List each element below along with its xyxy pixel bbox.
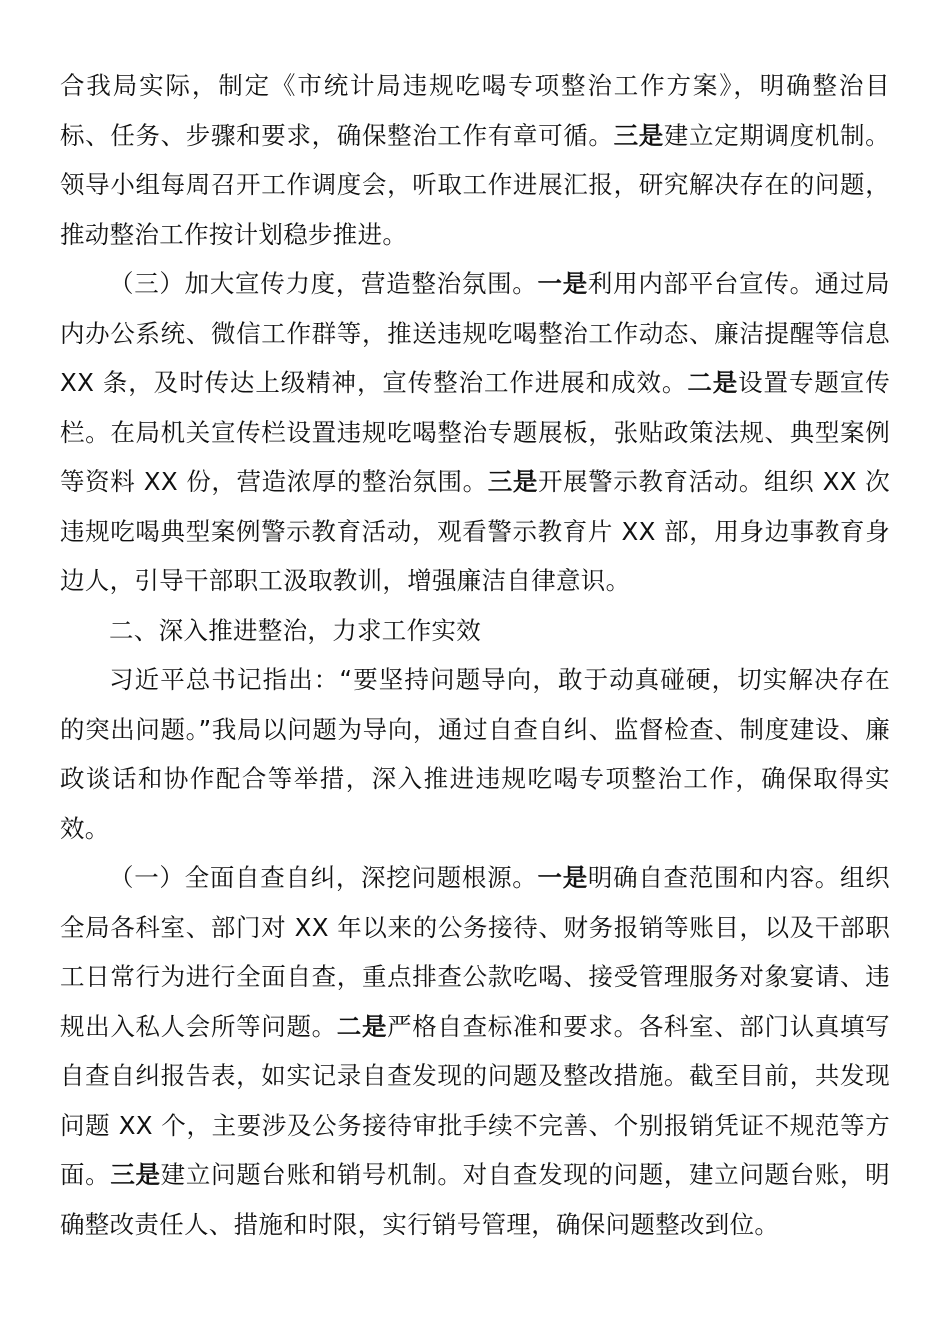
emphasis-lead: 二是 bbox=[687, 368, 739, 397]
paragraph-quote bbox=[60, 655, 890, 853]
paragraph-text: 严格自查标准和要求。各科室、部门认真填写自查自纠报告表，如实记录自查发现的问题及整改措施。截至目前，共发现问题 XX 个，主要涉及公务接待审批手续不完善、个别报销凭证不规范等方面。 bbox=[60, 1011, 890, 1189]
paragraph-publicity bbox=[60, 259, 890, 606]
emphasis-lead: 三是 bbox=[110, 1160, 161, 1189]
paragraph-text: 设置专题宣传栏。在局机关宣传栏设置违规吃喝整治专题展板，张贴政策法规、典型案例等资料 XX 份，营造浓厚的整治氛围。 bbox=[60, 368, 890, 496]
emphasis-lead: 三是 bbox=[613, 120, 664, 150]
paragraph-self-inspection bbox=[60, 853, 890, 1249]
paragraph-text: 合我局实际，制定《市统计局违规吃喝专项整治工作方案》，明确整治目标、任务、步骤和要求，确保整治工作有章可循。 bbox=[60, 71, 890, 150]
chapter-heading bbox=[60, 606, 890, 656]
paragraph-work-plan bbox=[60, 61, 890, 259]
paragraph-text: 建立定期调度机制。领导小组每周召开工作调度会，听取工作进展汇报，研究解决存在的问题，推动整治工作按计划稳步推进。 bbox=[60, 120, 890, 249]
emphasis-lead: 三是 bbox=[487, 467, 538, 496]
section-heading: （一）全面自查自纠，深挖问题根源。 bbox=[109, 863, 538, 892]
emphasis-lead: 一是 bbox=[537, 863, 588, 892]
paragraph-text: 明确自查范围和内容。组织全局各科室、部门对 XX 年以来的公务接待、财务报销等账目，以及干部职工日常行为进行全面自查，重点排查公款吃喝、接受管理服务对象宴请、违规出入私人会所等问题。 bbox=[60, 863, 890, 1041]
section-heading: （三）加大宣传力度，营造整治氛围。 bbox=[109, 269, 538, 298]
paragraph-text: 利用内部平台宣传。通过局内办公系统、微信工作群等，推送违规吃喝整治工作动态、廉洁提醒等信息 XX 条，及时传达上级精神，宣传整治工作进展和成效。 bbox=[60, 269, 890, 397]
emphasis-lead: 二是 bbox=[336, 1011, 388, 1041]
paragraph-text: 建立问题台账和销号机制。对自查发现的问题，建立问题台账，明确整改责任人、措施和时限，实行销号管理，确保问题整改到位。 bbox=[60, 1160, 890, 1239]
paragraph-text: 开展警示教育活动。组织 XX 次违规吃喝典型案例警示教育活动，观看警示教育片 XX 部，用身边事教育身边人，引导干部职工汲取教训，增强廉洁自律意识。 bbox=[60, 467, 890, 595]
paragraph-text: 习近平总书记指出：“要坚持问题导向，敢于动真碰硬，切实解决存在的突出问题。”我局以问题为导向，通过自查自纠、监督检查、制度建设、廉政谈话和协作配合等举措，深入推进违规吃喝专项整治工作，确保取得实效。 bbox=[60, 665, 890, 843]
emphasis-lead: 一是 bbox=[537, 269, 588, 298]
chapter-heading-text: 二、深入推进整治，力求工作实效 bbox=[109, 615, 481, 645]
